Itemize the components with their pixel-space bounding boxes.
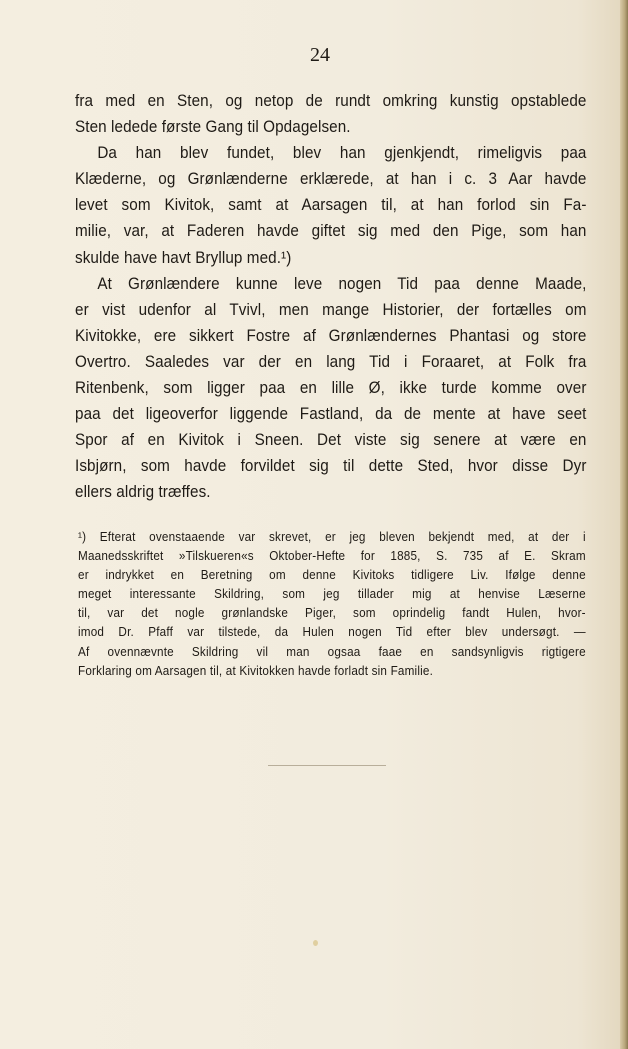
body-line: Overtro. Saaledes var der en lang Tid i Foraaret, at Folk fra: [75, 352, 587, 371]
body-line: At Grønlændere kunne leve nogen Tid paa denne Maade,: [97, 274, 587, 293]
body-line: milie, var, at Faderen havde giftet sig med den Pige, som han: [75, 222, 587, 241]
body-line: Isbjørn, som havde forvildet sig til dette Sted, hvor disse Dyr: [75, 457, 587, 476]
separator-rule: [268, 765, 386, 766]
body-line: Kivitokke, ere sikkert Fostre af Grønlændernes Phantasi og store: [75, 326, 587, 345]
body-line: fra med en Sten, og netop de rundt omkring kunstig opstablede: [75, 92, 587, 110]
body-line: paa det ligeoverfor liggende Fastland, da de mente at have seet: [75, 405, 587, 424]
footnote-line: imod Dr. Pfaff var tilstede, da Hulen nogen Tid efter blev undersøgt. —: [78, 625, 586, 640]
page-number: 24: [310, 44, 330, 66]
footnote-line: er indrykket en Beretning om denne Kivitoks tidligere Liv. Ifølge denne: [78, 568, 586, 583]
body-line: Sten ledede første Gang til Opdagelsen.: [75, 118, 351, 137]
footnote-line: til, var det nogle grønlandske Piger, som oprindelig fandt Hulen, hvor-: [78, 606, 586, 621]
body-line: Ritenbenk, som ligger paa en lille Ø, ikke turde komme over: [75, 379, 587, 398]
footnote-line: Forklaring om Aarsagen til, at Kivitokken havde forladt sin Familie.: [78, 663, 434, 678]
body-text: [75, 88, 587, 506]
footnote-line: ¹) Efterat ovenstaaende var skrevet, er jeg bleven bekjendt med, at der i: [78, 530, 586, 544]
footnote-line: Af ovennævnte Skildring vil man ogsaa faae en sandsynligvis rigtigere: [78, 644, 586, 659]
body-line: Spor af en Kivitok i Sneen. Det viste sig senere at være en: [75, 431, 587, 450]
footnote-line: meget interessante Skildring, som jeg tillader mig at henvise Læserne: [78, 587, 586, 602]
body-line: levet som Kivitok, samt at Aarsagen til, at han forlod sin Fa-: [75, 196, 587, 215]
body-line: er vist udenfor al Tvivl, men mange Historier, der fortælles om: [75, 300, 587, 319]
paper-stain: [313, 940, 318, 946]
page-edge: [620, 0, 628, 1049]
body-line: ellers aldrig træffes.: [75, 483, 211, 502]
footnote: [78, 528, 586, 681]
body-line: Da han blev fundet, blev han gjenkjendt, rimeligvis paa: [97, 144, 587, 163]
footnote-line: Maanedsskriftet »Tilskueren«s Oktober-Hefte for 1885, S. 735 af E. Skram: [78, 549, 586, 564]
body-line: Klæderne, og Grønlænderne erklærede, at han i c. 3 Aar havde: [75, 170, 587, 189]
body-line: skulde have havt Bryllup med.¹): [75, 248, 292, 267]
